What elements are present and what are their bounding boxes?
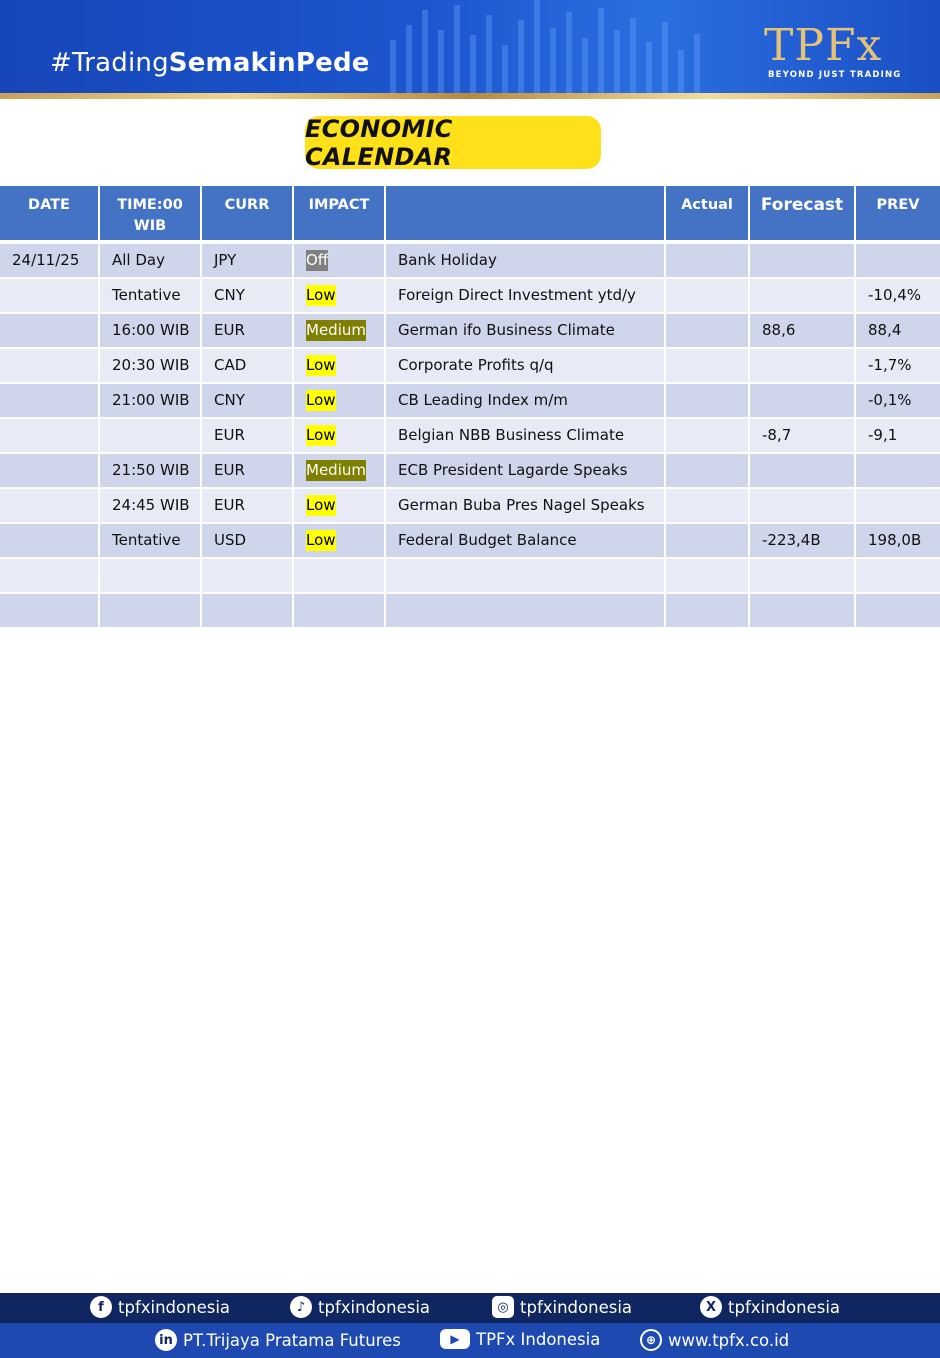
impact-cell — [294, 349, 386, 384]
time-cell — [100, 419, 202, 454]
table-row — [0, 454, 940, 489]
impact-cell — [294, 244, 386, 279]
time-cell: All Day — [100, 244, 202, 279]
prev-cell: 198,0B — [856, 524, 940, 559]
impact-cell — [294, 559, 386, 594]
x-label: tpfxindonesia — [728, 1297, 841, 1317]
column-header-currency: CURR — [202, 186, 294, 240]
currency-cell: EUR — [202, 454, 294, 489]
actual-cell — [666, 559, 750, 594]
currency-cell: USD — [202, 524, 294, 559]
currency-cell: JPY — [202, 244, 294, 279]
instagram-link[interactable] — [492, 1296, 632, 1318]
linkedin-link[interactable] — [155, 1329, 401, 1351]
instagram-icon: ◎ — [492, 1296, 514, 1318]
date-cell — [0, 594, 100, 629]
event-cell: ECB President Lagarde Speaks — [386, 454, 666, 489]
forecast-cell — [750, 244, 856, 279]
event-cell: CB Leading Index m/m — [386, 384, 666, 419]
actual-cell — [666, 524, 750, 559]
youtube-label: TPFx Indonesia — [476, 1329, 601, 1349]
time-cell: 16:00 WIB — [100, 314, 202, 349]
time-cell: 21:00 WIB — [100, 384, 202, 419]
time-cell — [100, 559, 202, 594]
footer-social-bar — [0, 1293, 940, 1323]
impact-badge: Low — [306, 531, 336, 549]
table-row — [0, 384, 940, 419]
youtube-icon: ▶ — [440, 1329, 470, 1349]
page-title: ECONOMIC CALENDAR — [305, 114, 453, 171]
column-header-forecast: Forecast — [750, 186, 856, 240]
date-cell — [0, 489, 100, 524]
facebook-label: tpfxindonesia — [118, 1297, 231, 1317]
currency-cell: EUR — [202, 314, 294, 349]
time-cell: 20:30 WIB — [100, 349, 202, 384]
impact-cell — [294, 524, 386, 559]
column-header-event — [386, 186, 666, 240]
prev-cell — [856, 594, 940, 629]
title-badge — [305, 116, 601, 169]
prev-cell: -9,1 — [856, 419, 940, 454]
hashtag-prefix: #Trading — [50, 48, 169, 78]
impact-badge: Low — [306, 496, 336, 514]
table-header — [0, 186, 940, 240]
tiktok-label: tpfxindonesia — [318, 1297, 431, 1317]
forecast-cell — [750, 279, 856, 314]
event-cell — [386, 594, 666, 629]
table-row — [0, 524, 940, 559]
currency-cell: EUR — [202, 489, 294, 524]
forecast-cell: -8,7 — [750, 419, 856, 454]
currency-cell — [202, 559, 294, 594]
impact-cell — [294, 384, 386, 419]
impact-cell — [294, 454, 386, 489]
actual-cell — [666, 594, 750, 629]
column-header-time: TIME:00 WIB — [100, 186, 202, 240]
calendar-table — [0, 186, 940, 549]
brand-name: TPFx — [764, 20, 883, 71]
impact-cell — [294, 419, 386, 454]
date-cell — [0, 454, 100, 489]
website-link[interactable] — [640, 1329, 789, 1351]
event-cell: Corporate Profits q/q — [386, 349, 666, 384]
chart-bars-graphic — [380, 0, 800, 95]
linkedin-label: PT.Trijaya Pratama Futures — [183, 1330, 401, 1350]
globe-icon: ⊕ — [640, 1329, 662, 1351]
x-link[interactable] — [700, 1296, 840, 1318]
table-row — [0, 559, 940, 594]
time-cell: Tentative — [100, 279, 202, 314]
actual-cell — [666, 489, 750, 524]
forecast-cell: 88,6 — [750, 314, 856, 349]
header-banner — [0, 0, 940, 95]
prev-cell — [856, 559, 940, 594]
actual-cell — [666, 454, 750, 489]
prev-cell — [856, 244, 940, 279]
linkedin-icon: in — [155, 1329, 177, 1351]
time-cell: 24:45 WIB — [100, 489, 202, 524]
currency-cell: EUR — [202, 419, 294, 454]
website-label: www.tpfx.co.id — [668, 1330, 790, 1350]
forecast-cell — [750, 384, 856, 419]
table-row — [0, 314, 940, 349]
date-cell — [0, 314, 100, 349]
impact-badge: Low — [306, 426, 336, 444]
tiktok-link[interactable] — [290, 1296, 430, 1318]
brand-logo — [764, 20, 904, 80]
currency-cell: CNY — [202, 384, 294, 419]
date-cell — [0, 559, 100, 594]
date-cell — [0, 349, 100, 384]
event-cell: German ifo Business Climate — [386, 314, 666, 349]
prev-cell — [856, 454, 940, 489]
prev-cell: 88,4 — [856, 314, 940, 349]
event-cell: Belgian NBB Business Climate — [386, 419, 666, 454]
column-header-impact: IMPACT — [294, 186, 386, 240]
table-row — [0, 419, 940, 454]
brand-tagline: BEYOND JUST TRADING — [768, 70, 902, 80]
forecast-cell — [750, 454, 856, 489]
column-header-actual: Actual — [666, 186, 750, 240]
event-cell — [386, 559, 666, 594]
impact-badge: Low — [306, 286, 336, 304]
prev-cell — [856, 489, 940, 524]
instagram-label: tpfxindonesia — [520, 1297, 633, 1317]
table-row — [0, 489, 940, 524]
impact-badge: Off — [306, 251, 329, 269]
event-cell: Foreign Direct Investment ytd/y — [386, 279, 666, 314]
impact-cell — [294, 594, 386, 629]
impact-badge: Medium — [306, 321, 366, 339]
time-cell: 21:50 WIB — [100, 454, 202, 489]
facebook-icon: f — [90, 1296, 112, 1318]
prev-cell: -10,4% — [856, 279, 940, 314]
forecast-cell — [750, 489, 856, 524]
actual-cell — [666, 349, 750, 384]
table-row — [0, 244, 940, 279]
impact-cell — [294, 314, 386, 349]
impact-badge: Medium — [306, 461, 366, 479]
forecast-cell — [750, 349, 856, 384]
event-cell: Federal Budget Balance — [386, 524, 666, 559]
date-cell: 24/11/25 — [0, 244, 100, 279]
time-cell: Tentative — [100, 524, 202, 559]
currency-cell: CNY — [202, 279, 294, 314]
currency-cell: CAD — [202, 349, 294, 384]
actual-cell — [666, 314, 750, 349]
event-cell: German Buba Pres Nagel Speaks — [386, 489, 666, 524]
column-header-prev: PREV — [856, 186, 940, 240]
currency-cell — [202, 594, 294, 629]
time-cell — [100, 594, 202, 629]
actual-cell — [666, 384, 750, 419]
actual-cell — [666, 244, 750, 279]
impact-badge: Low — [306, 356, 336, 374]
date-cell — [0, 524, 100, 559]
prev-cell: -0,1% — [856, 384, 940, 419]
footer-contact-bar — [0, 1323, 940, 1358]
x-icon: X — [700, 1296, 722, 1318]
actual-cell — [666, 419, 750, 454]
table-row — [0, 594, 940, 629]
impact-cell — [294, 279, 386, 314]
hashtag-slogan — [50, 48, 370, 78]
actual-cell — [666, 279, 750, 314]
gold-divider — [0, 93, 940, 99]
forecast-cell — [750, 559, 856, 594]
table-row — [0, 349, 940, 384]
forecast-cell — [750, 594, 856, 629]
youtube-link[interactable] — [440, 1329, 600, 1349]
hashtag-bold: SemakinPede — [168, 48, 370, 78]
date-cell — [0, 419, 100, 454]
tiktok-icon: ♪ — [290, 1296, 312, 1318]
forecast-cell: -223,4B — [750, 524, 856, 559]
date-cell — [0, 384, 100, 419]
column-header-date: DATE — [0, 186, 100, 240]
impact-cell — [294, 489, 386, 524]
event-cell: Bank Holiday — [386, 244, 666, 279]
prev-cell: -1,7% — [856, 349, 940, 384]
facebook-link[interactable] — [90, 1296, 230, 1318]
date-cell — [0, 279, 100, 314]
table-row — [0, 279, 940, 314]
impact-badge: Low — [306, 391, 336, 409]
